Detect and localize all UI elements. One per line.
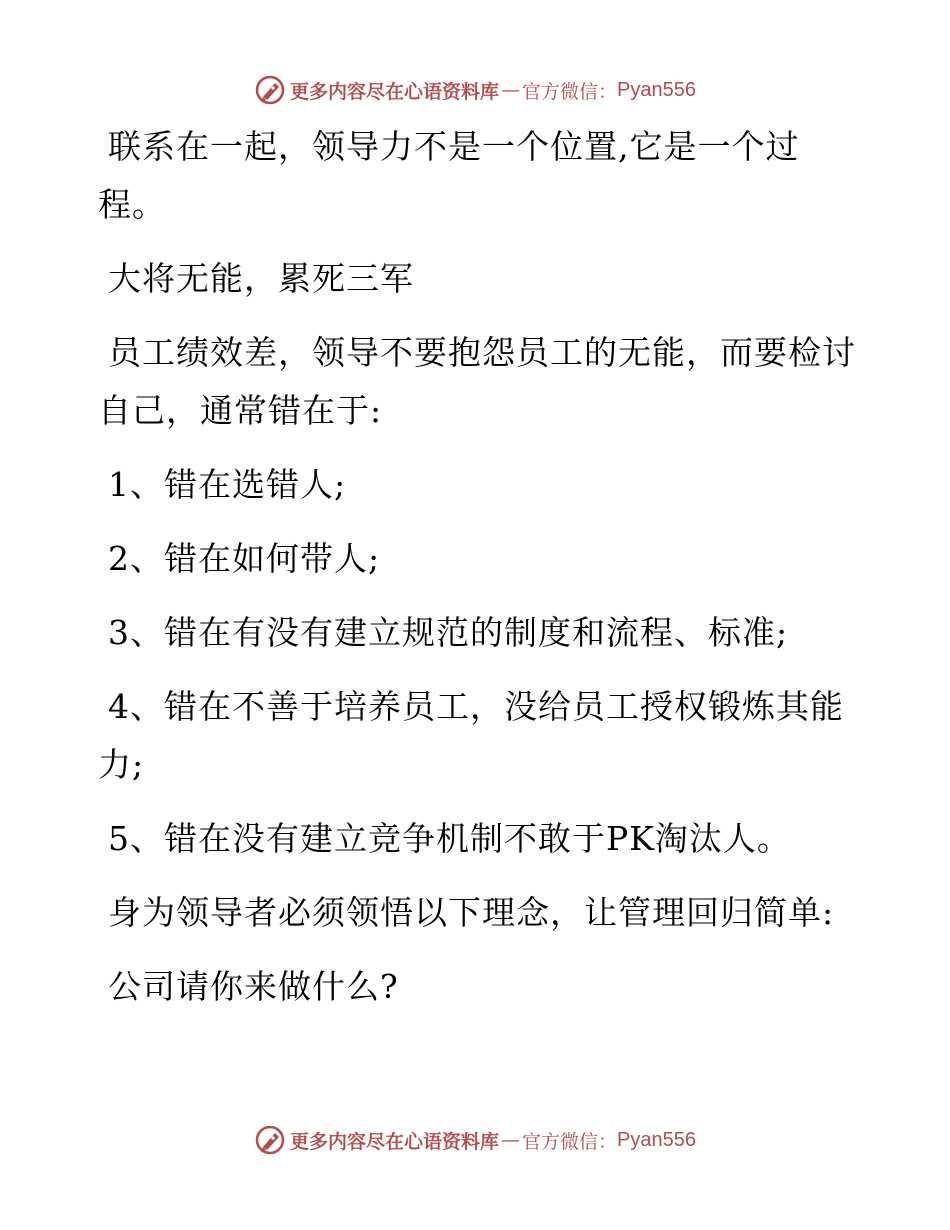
footer-banner <box>0 1120 950 1160</box>
banner-official-label: 官方微信： <box>522 1130 618 1153</box>
list-item-text: 3、错在有没有建立规范的制度和流程、标准; <box>108 613 789 652</box>
list-item-text: 4、错在不善于培养员工，没给员工授权锻炼其能力; <box>98 687 844 784</box>
paragraph <box>98 884 858 942</box>
list-item <box>98 530 858 588</box>
banner-official-label: 官方微信： <box>522 80 618 103</box>
banner-brand-text: 更多内容尽在心语资料库 <box>290 1130 500 1153</box>
list-item-text: 2、错在如何带人; <box>108 539 381 578</box>
paragraph <box>98 118 858 234</box>
list-item-text: 1、错在选错人; <box>108 465 347 504</box>
list-item <box>98 678 858 794</box>
banner-brand-text: 更多内容尽在心语资料库 <box>290 80 500 103</box>
banner-separator: — <box>501 1129 521 1151</box>
pen-nib-logo-icon <box>254 74 286 106</box>
paragraph <box>98 958 858 1016</box>
paragraph-text: 联系在一起，领导力不是一个位置,它是一个过程。 <box>98 127 800 224</box>
list-item <box>98 810 858 868</box>
banner-wechat-id: Pyan556 <box>617 1128 696 1151</box>
banner-separator: — <box>501 79 521 101</box>
document-body <box>98 118 858 1032</box>
paragraph <box>98 250 858 308</box>
paragraph <box>98 324 858 440</box>
banner-wechat-id: Pyan556 <box>617 78 696 101</box>
list-item-text: 5、错在没有建立竞争机制不敢于PK淘汰人。 <box>108 819 791 858</box>
list-item <box>98 604 858 662</box>
paragraph-text: 身为领导者必须领悟以下理念，让管理回归简单: <box>108 893 835 932</box>
header-banner <box>0 70 950 110</box>
paragraph-text: 公司请你来做什么? <box>108 967 399 1006</box>
paragraph-text: 员工绩效差，领导不要抱怨员工的无能，而要检讨自己，通常错在于: <box>98 333 856 430</box>
list-item <box>98 456 858 514</box>
pen-nib-logo-icon <box>254 1124 286 1156</box>
paragraph-text: 大将无能，累死三军 <box>108 259 414 298</box>
